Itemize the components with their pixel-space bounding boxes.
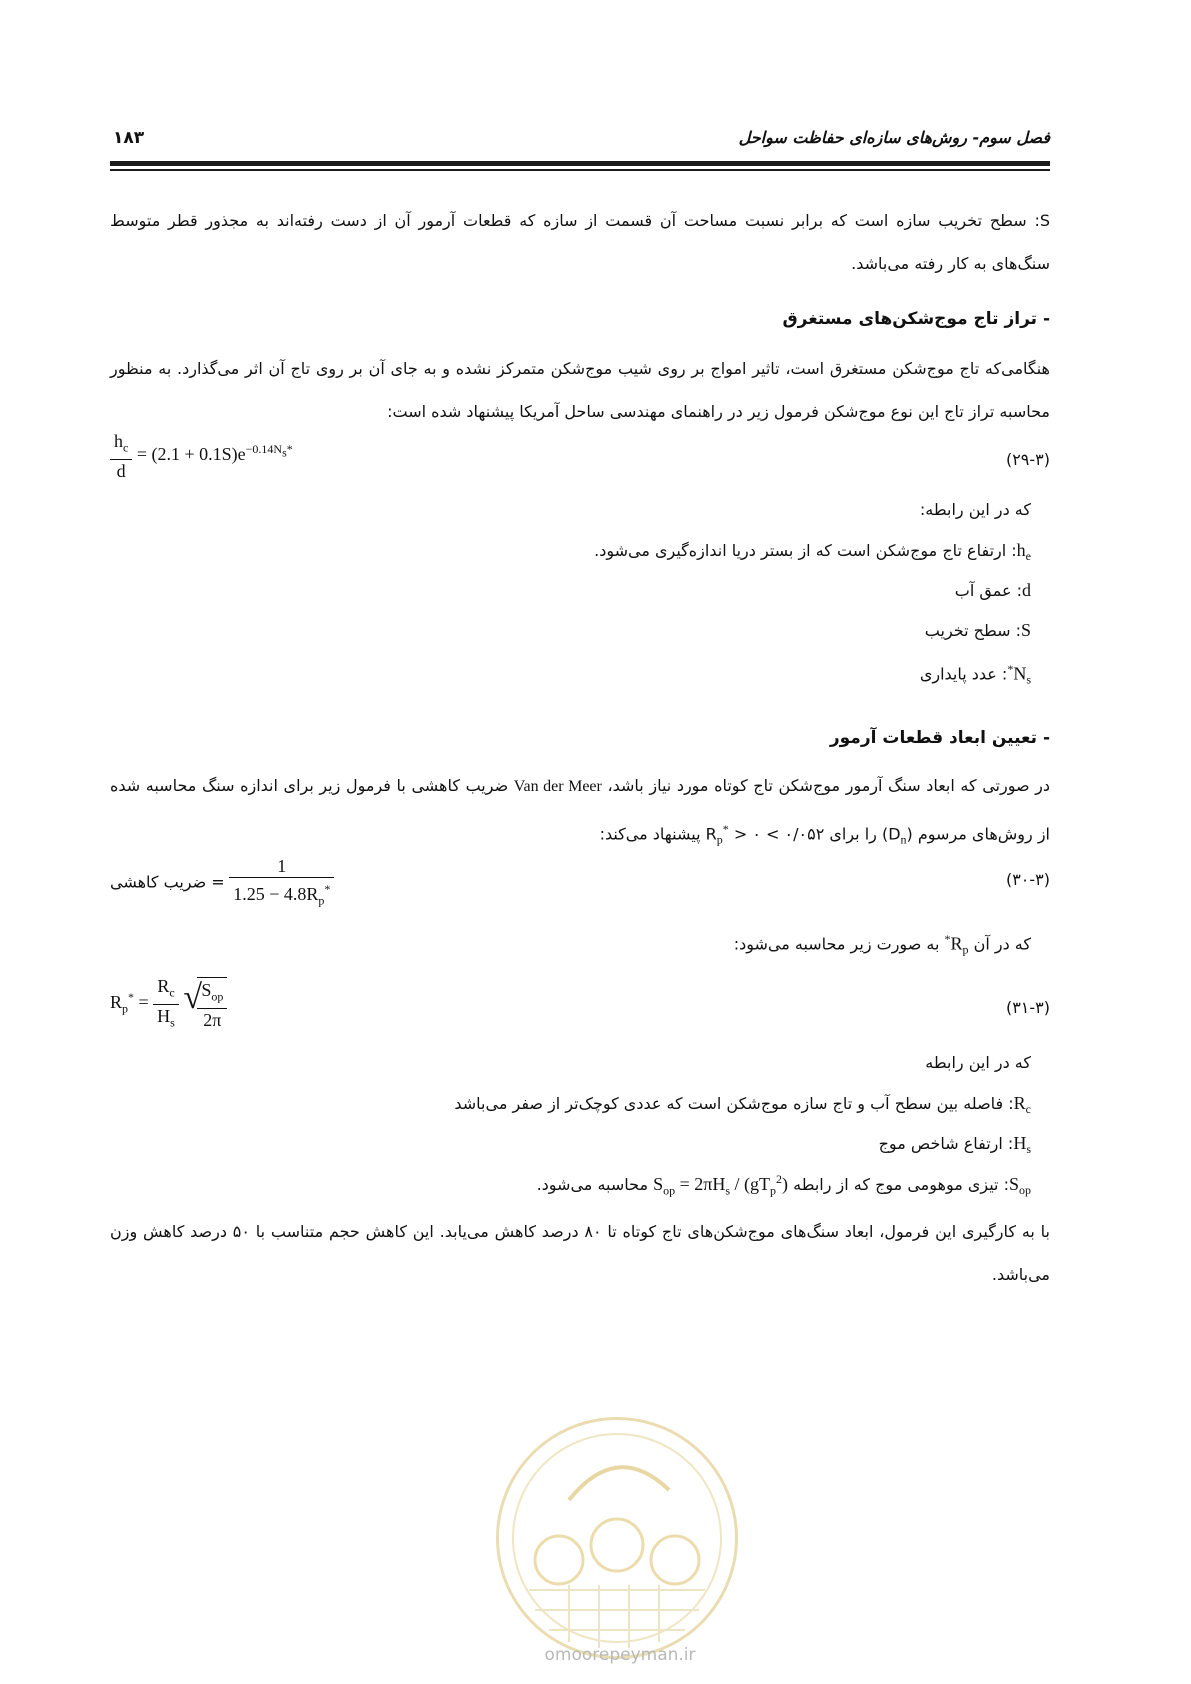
eq31-lhs: $R_p^*$ (110, 990, 135, 1016)
eq29-lhs-fraction: $\frac{h_c}{d}$ (110, 430, 132, 482)
eq30-fraction: $\frac{1}{1.25 - 4.8R_p^*}$ (229, 855, 334, 912)
paragraph-s-definition: S: سطح تخریب سازه است که برابر نسبت مساحت آن قسمت از سازه که قطعات آرمور آن از دست رفته‌اند به مجذور قطر متوسط سنگ‌های به کار رفته می‌باشد. (110, 211, 1050, 273)
equation-31-3: $R_p^*$ = $\frac{R_c}{H_s}$ √ $\frac{S_{op}}{2\pi}$ (110, 975, 227, 1033)
definition-s: S: سطح تخریب (924, 620, 1031, 640)
equation-number-30-3: (۳۰-۳) (1005, 870, 1050, 889)
paragraph-closing: با به کارگیری این فرمول، ابعاد سنگ‌های موج‌شکن‌های تاج کوتاه تا ۸۰ درصد کاهش می‌یابد. این کاهش حجم متناسب با ۵۰ درصد کاهش وزن می‌باشد. (110, 1222, 1050, 1284)
paragraph-armor-size: در صورتی که ابعاد سنگ آرمور موج‌شکن تاج کوتاه مورد نیاز باشد، Van der Meer ضریب کاهشی با فرمول زیر برای اندازه سنگ محاسبه شده از روش‌های مرسوم $(D_n)$ را برای ۰/۰۵۲ > $R_p^*$ > ۰ پیشنهاد می‌کند: (110, 776, 1050, 847)
eq31-sqrt: √ $\frac{S_{op}}{2\pi}$ (183, 977, 227, 1031)
watermark-url: omoorepeyman.ir (544, 1645, 696, 1665)
header-rule-thick (110, 161, 1050, 166)
equation-30-3 (110, 855, 334, 912)
paragraph-submerged-crest: هنگامی‌که تاج موج‌شکن مستغرق است، تاثیر امواج بر روی شیب موج‌شکن متمرکز نشده و به جای آن بر روی تاج آن اثر می‌گذارد. به منظور محاسبه تراز تاج این نوع موج‌شکن فرمول زیر در راهنمای مهندسی ساحل آمریکا پیشنهاد شده است: (110, 359, 1050, 421)
equation-29-3: $\frac{h_c}{d}$ = $(2.1 + 0.1S)e^{-0.14N_s*}$ (110, 430, 293, 482)
definition-he: $h_e$: ارتفاع تاج موج‌شکن است که از بستر دریا اندازه‌گیری می‌شود. (594, 540, 1031, 564)
definition-d: d: عمق آب (954, 580, 1031, 600)
section-heading-submerged-crest: - تراز تاج موج‌شکن‌های مستغرق (782, 309, 1050, 329)
header-rule-thin (110, 169, 1050, 171)
where-label-1: که در این رابطه: (919, 500, 1031, 519)
equation-number-29-3: (۲۹-۳) (1005, 450, 1050, 469)
running-header-title: فصل سوم- روش‌های سازه‌ای حفاظت سواحل (738, 128, 1050, 147)
equation-number-31-3: (۳۱-۳) (1005, 998, 1050, 1017)
definition-sop: $S_{op}$: تیزی موهومی موج که از رابطه $S_{op} = 2\pi H_s / (gT_p^2)$ محاسبه می‌شود. (536, 1172, 1031, 1198)
intro-eq31: که در آن $R_p^*$ به صورت زیر محاسبه می‌شود: (733, 932, 1031, 957)
eq30-label: ضریب کاهشی = (110, 872, 225, 892)
eq31-fraction: $\frac{R_c}{H_s}$ (153, 975, 179, 1033)
section-heading-armor-size: - تعیین ابعاد قطعات آرمور (829, 728, 1050, 748)
definition-hs: $H_s$: ارتفاع شاخص موج (878, 1133, 1031, 1157)
page-number: ۱۸۳ (113, 128, 145, 148)
eq29-rhs: = (2.1 + 0.1S)e (136, 443, 246, 464)
definition-rc: $R_c$: فاصله بین سطح آب و تاج سازه موج‌شکن است که عددی کوچک‌تر از صفر می‌باشد (454, 1093, 1031, 1117)
where-label-2: که در این رابطه (925, 1053, 1031, 1072)
definition-ns: $N_s^*$: عدد پایداری (919, 662, 1031, 687)
watermark-logo-icon (496, 1417, 738, 1659)
